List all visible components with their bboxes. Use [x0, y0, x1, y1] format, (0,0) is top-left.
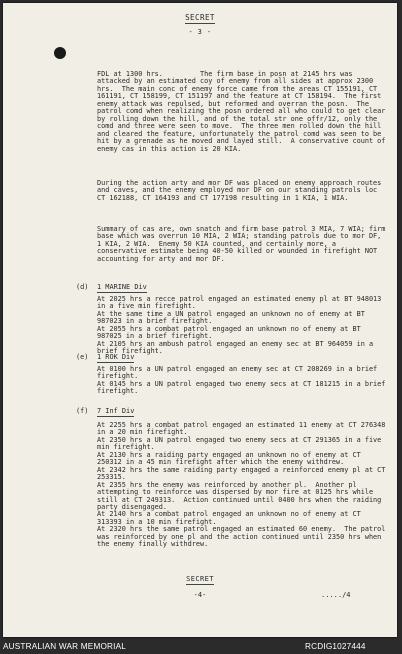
archive-caption-left: AUSTRALIAN WAR MEMORIAL [3, 642, 127, 651]
footer-classification: SECRET [186, 575, 214, 583]
archive-caption-right: RCDIG1027444 [305, 642, 366, 651]
section-label-d: (d) [76, 283, 89, 291]
document-page [3, 3, 397, 637]
header-classification: SECRET [185, 13, 215, 22]
section-title-e: 1 ROK Div [97, 353, 135, 361]
section-label-e: (e) [76, 353, 89, 361]
section-text-f: At 2255 hrs a combat patrol engaged an estimated 11 enemy at CT 276348 in a 20 min firefight. At 2350 hrs a UN patrol engaged two enemy secs at CT 291365 in a five min firefight. At 2130 hrs a raiding party engaged an unknown no of enemy at CT 250312 in a 45 min firefight after which the enemy withdrew. At 2342 hrs the same raiding party engaged a reinforced enemy pl at CT 253315. At 2355 hrs the enemy was reinforced by another pl. Another pl attempting to reinforce was dispersed by mor fire at 0125 hrs while still at CT 249313. Action continued until 0400 hrs when the raiding party disengaged. At 2140 hrs a combat patrol engaged an unknown no of enemy at CT 313393 in a 10 min firefight. At 2320 hrs the same patrol engaged an estimated 60 enemy. The patrol was reinforced by one pl and the action continued until 2350 hrs when the enemy finally withdrew. [97, 421, 386, 549]
footer-page-number: -4- [193, 591, 207, 599]
body-paragraph-1: FDL at 1300 hrs. The firm base in posn at 2145 hrs was attacked by an estimated coy of enemy from all sides at approx 2300 hrs. The main conc of enemy force came from the areas CT 155191, CT 161191, CT 158199, CT 151197 and the feature at CT 158194. The first enemy attack was repulsed, but reformed and overran the posn. The patrol comd when realizing the posn ordered all who could to get clear by rolling down the hill, and of the total str one offr/12, only the comd and three were seen to move. The three men rolled down the hill and cleared the feature, unfortunately the patrol comd was seen to be hit by a grenade as he moved and layed still. A conservative count of enemy cas in this action is 20 KIA. [97, 70, 390, 153]
body-paragraph-2: During the action arty and mor DF was placed on enemy approach routes and caves, and the enemy employed mor DF on our standing patrols loc CT 162188, CT 164193 and CT 177198 resulting in 1 KIA, 1 WIA. [97, 179, 386, 202]
section-title-f: 7 Inf Div [97, 407, 135, 415]
section-label-f: (f) [76, 407, 89, 415]
header-page-marker: - 3 - [188, 28, 212, 36]
footer-next-page: ...../4 [321, 591, 351, 599]
section-text-e: At 0100 hrs a UN patrol engaged an enemy sec at CT 208269 in a brief firefight. At 0145 hrs a UN patrol engaged two enemy secs at CT 181215 in a brief firefight. [97, 365, 386, 396]
body-paragraph-3: Summary of cas are, own snatch and firm base patrol 3 MIA, 7 WIA; firm base which was overrun 10 MIA, 2 WIA; standing patrols due to mor DF, 1 KIA, 2 WIA. Enemy 50 KIA counted, and certainly more, a conservative estimate being 40-50 killed or wounded in firefight NOT accounting for arty and mor DF. [97, 225, 390, 263]
punch-hole [54, 47, 66, 59]
section-title-d: 1 MARINE Div [97, 283, 147, 291]
section-text-d: At 2025 hrs a recce patrol engaged an estimated enemy pl at BT 948013 in a five min firefight. At the same time a UN patrol engaged an unknown no of enemy at BT 987023 in a brief firefight. At 2055 hrs a combat patrol engaged an unknown no of enemy at BT 987025 in a brief firefight. At 2105 hrs an ambush patrol engaged an enemy sec at BT 964059 in a brief firefight. [97, 295, 382, 356]
